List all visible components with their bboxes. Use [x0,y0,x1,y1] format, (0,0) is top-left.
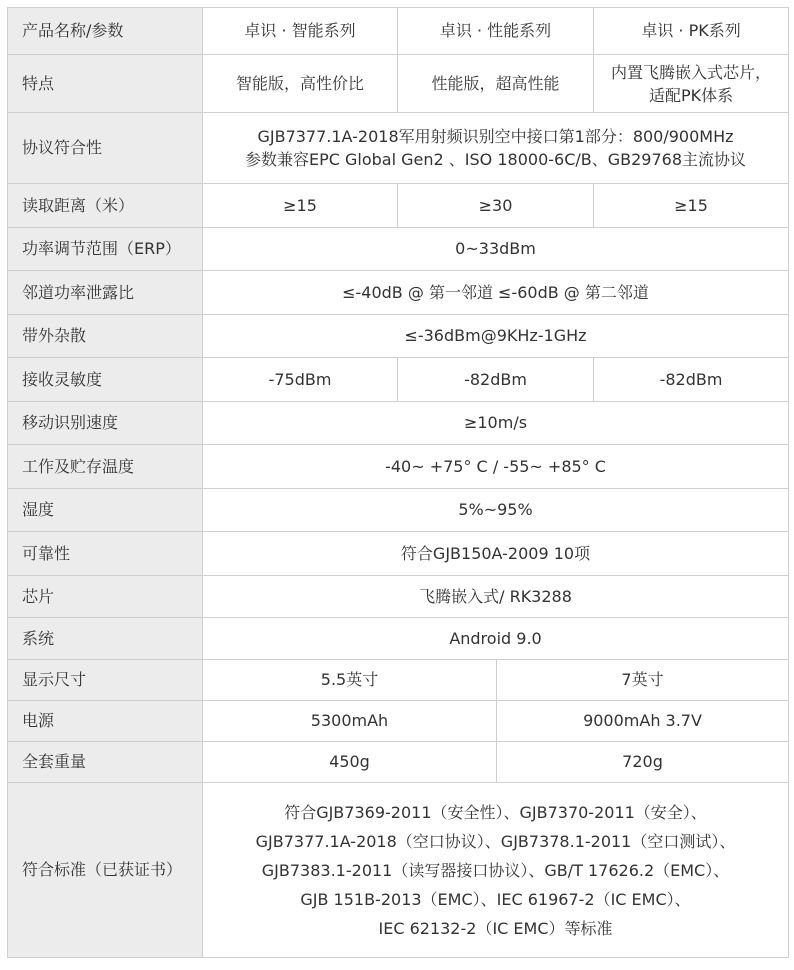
header-col3: 卓识 · PK系列 [594,8,789,55]
spec-table [7,7,789,958]
battery-right: 9000mAh 3.7V [497,701,789,742]
os-value: Android 9.0 [203,618,789,660]
display-left: 5.5英寸 [203,660,497,701]
header-col2: 卓识 · 性能系列 [398,8,594,55]
table-row [8,8,789,55]
standards-value [203,783,789,958]
battery-label: 电源 [8,701,203,742]
display-right: 7英寸 [497,660,789,701]
humidity-value: 5%~95% [203,489,789,532]
table-row [8,783,789,958]
table-row [8,742,789,783]
protocol-label: 协议符合性 [8,113,203,184]
table-row [8,489,789,532]
sensitivity-label: 接收灵敏度 [8,358,203,402]
protocol-value [203,113,789,184]
table-row [8,271,789,315]
spurious-label: 带外杂散 [8,315,203,358]
humidity-label: 湿度 [8,489,203,532]
features-label: 特点 [8,55,203,113]
reliability-label: 可靠性 [8,532,203,576]
power-range-label: 功率调节范围（ERP） [8,228,203,271]
standards-line1: 符合GJB7369-2011（安全性）、GJB7370-2011（安全）、 [284,802,707,822]
acpr-value: ≤-40dB @ 第一邻道 ≤-60dB @ 第二邻道 [203,271,789,315]
read-distance-col3: ≥15 [594,184,789,228]
temperature-label: 工作及贮存温度 [8,445,203,489]
table-row [8,660,789,701]
reliability-value: 符合GJB150A-2009 10项 [203,532,789,576]
weight-right: 720g [497,742,789,783]
sensitivity-col2: -82dBm [398,358,594,402]
weight-left: 450g [203,742,497,783]
features-col2: 性能版，超高性能 [398,55,594,113]
protocol-line2: 参数兼容EPC Global Gen2 、ISO 18000-6C/B、GB29768主流协议 [245,150,747,169]
table-row [8,113,789,184]
table-row [8,315,789,358]
temperature-value: -40~ +75° C / -55~ +85° C [203,445,789,489]
acpr-label: 邻道功率泄露比 [8,271,203,315]
standards-line5: IEC 62132-2（IC EMC）等标准 [378,918,613,938]
table-row [8,402,789,445]
table-row [8,228,789,271]
weight-label: 全套重量 [8,742,203,783]
table-row [8,445,789,489]
table-row [8,55,789,113]
features-col3 [594,55,789,113]
chip-value: 飞腾嵌入式/ RK3288 [203,576,789,618]
features-col1: 智能版，高性价比 [203,55,398,113]
sensitivity-col1: -75dBm [203,358,398,402]
table-row [8,358,789,402]
table-row [8,576,789,618]
header-label: 产品名称/参数 [8,8,203,55]
speed-label: 移动识别速度 [8,402,203,445]
standards-line2: GJB7377.1A-2018（空口协议）、GJB7378.1-2011（空口测试）、 [255,831,736,851]
battery-left: 5300mAh [203,701,497,742]
standards-label: 符合标准（已获证书） [8,783,203,958]
os-label: 系统 [8,618,203,660]
read-distance-label: 读取距离（米） [8,184,203,228]
table-row [8,618,789,660]
spurious-value: ≤-36dBm@9KHz-1GHz [203,315,789,358]
speed-value: ≥10m/s [203,402,789,445]
read-distance-col1: ≥15 [203,184,398,228]
sensitivity-col3: -82dBm [594,358,789,402]
header-col1: 卓识 · 智能系列 [203,8,398,55]
table-row [8,184,789,228]
features-col3-line1: 内置飞腾嵌入式芯片， [611,62,772,82]
read-distance-col2: ≥30 [398,184,594,228]
chip-label: 芯片 [8,576,203,618]
power-range-value: 0~33dBm [203,228,789,271]
table-row [8,701,789,742]
protocol-line1: GJB7377.1A-2018军用射频识别空中接口第1部分：800/900MHz [257,127,734,146]
table-row [8,532,789,576]
display-label: 显示尺寸 [8,660,203,701]
standards-line3: GJB7383.1-2011（读写器接口协议）、GB/T 17626.2（EMC）、 [261,860,730,880]
features-col3-line2: 适配PK体系 [648,85,734,105]
standards-line4: GJB 151B-2013（EMC）、IEC 61967-2（IC EMC）、 [300,889,691,909]
